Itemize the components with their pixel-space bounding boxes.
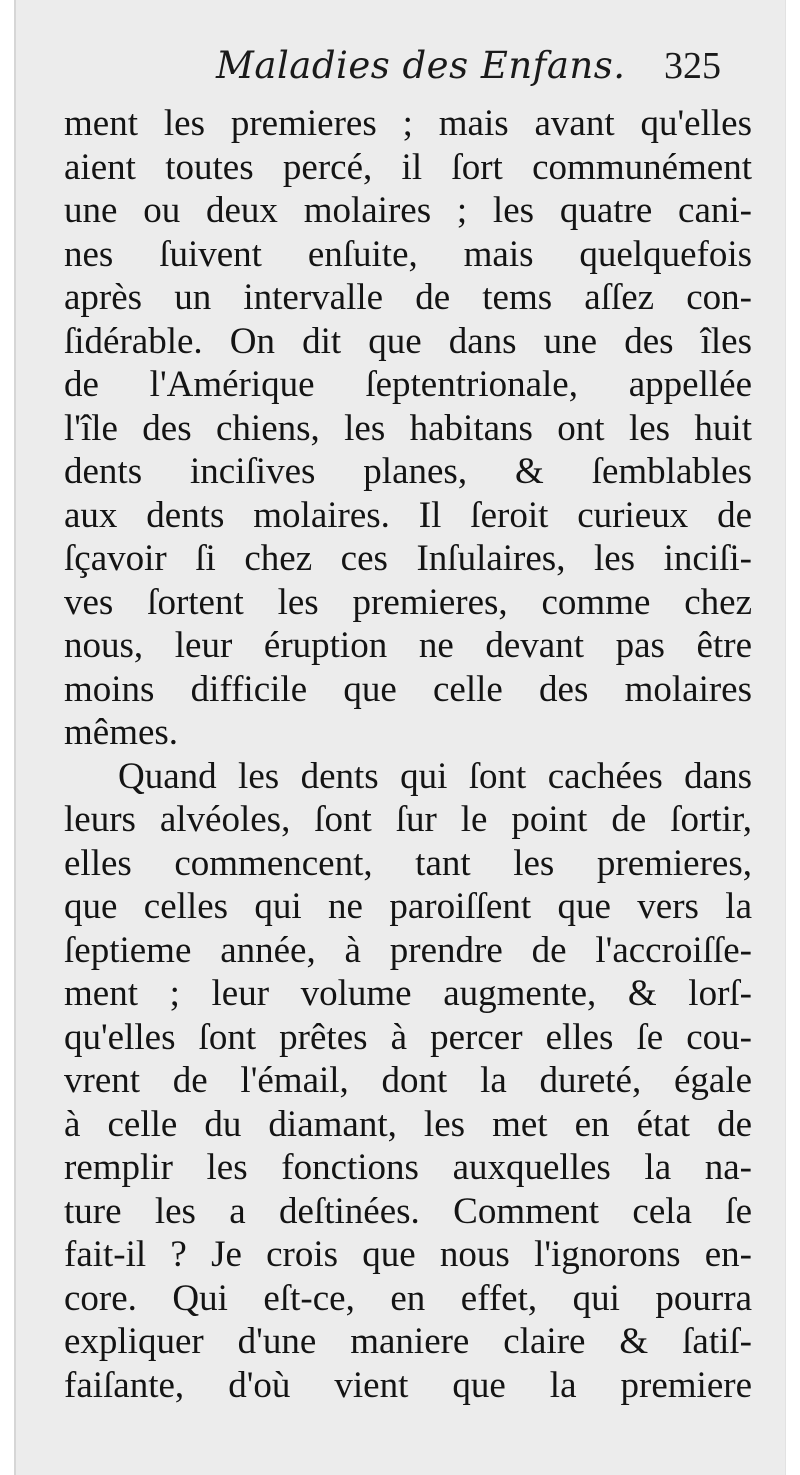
running-head: Maladies des Enfans. xyxy=(216,44,626,87)
text-line: vrent de l'émail, dont la dureté, égale xyxy=(64,1060,752,1101)
text-line: moins difficile que celle des molaires xyxy=(64,668,752,710)
text-line: aient toutes percé, il ſort communément xyxy=(64,146,752,188)
text-line: fait-il ? Je crois que nous l'ignorons en- xyxy=(64,1234,752,1275)
text-line: dents inciſives planes, & ſemblables xyxy=(64,451,752,492)
text-line: ment les premieres ; mais avant qu'elles xyxy=(64,103,752,144)
text-line: core. Qui eſt-ce, en effet, qui pourra xyxy=(64,1277,752,1319)
text-line: nes ſuivent enſuite, mais quelquefois xyxy=(64,233,752,275)
text-line: de l'Amérique ſeptentrionale, appellée xyxy=(64,364,752,405)
text-line: ſidérable. On dit que dans une des îles xyxy=(64,320,752,362)
text-line: elles commencent, tant les premieres, xyxy=(64,842,752,884)
text-line: à celle du diamant, les met en état de xyxy=(64,1103,752,1145)
body-text xyxy=(64,102,752,1407)
page-header xyxy=(16,44,785,94)
text-line: l'île des chiens, les habitans ont les huit xyxy=(64,407,752,449)
text-line: une ou deux molaires ; les quatre cani- xyxy=(64,190,752,231)
text-line: ture les a deſtinées. Comment cela ſe xyxy=(64,1190,752,1232)
text-line: faiſante, d'où vient que la premiere xyxy=(64,1364,752,1406)
text-line: que celles qui ne paroiſſent que vers la xyxy=(64,886,752,927)
page-number: 325 xyxy=(664,45,721,87)
text-line: qu'elles ſont prêtes à percer elles ſe cou- xyxy=(64,1016,752,1058)
text-line: expliquer d'une maniere claire & ſatiſ- xyxy=(64,1321,752,1362)
book-page xyxy=(14,0,786,1475)
text-line: ſçavoir ſi chez ces Inſulaires, les inciſi- xyxy=(64,538,752,579)
text-line: ment ; leur volume augmente, & lorſ- xyxy=(64,973,752,1014)
text-line: ves ſortent les premieres, comme chez xyxy=(64,581,752,623)
text-line: ſeptieme année, à prendre de l'accroiſſe- xyxy=(64,929,752,971)
text-line: aux dents molaires. Il ſeroit curieux de xyxy=(64,494,752,536)
text-line: mêmes. xyxy=(64,712,179,753)
text-line: remplir les fonctions auxquelles la na- xyxy=(64,1147,752,1188)
text-line: nous, leur éruption ne devant pas être xyxy=(64,625,752,666)
text-line: leurs alvéoles, ſont ſur le point de ſortir, xyxy=(64,799,752,840)
text-line: Quand les dents qui ſont cachées dans xyxy=(118,755,752,797)
text-line: après un intervalle de tems aſſez con- xyxy=(64,277,752,318)
